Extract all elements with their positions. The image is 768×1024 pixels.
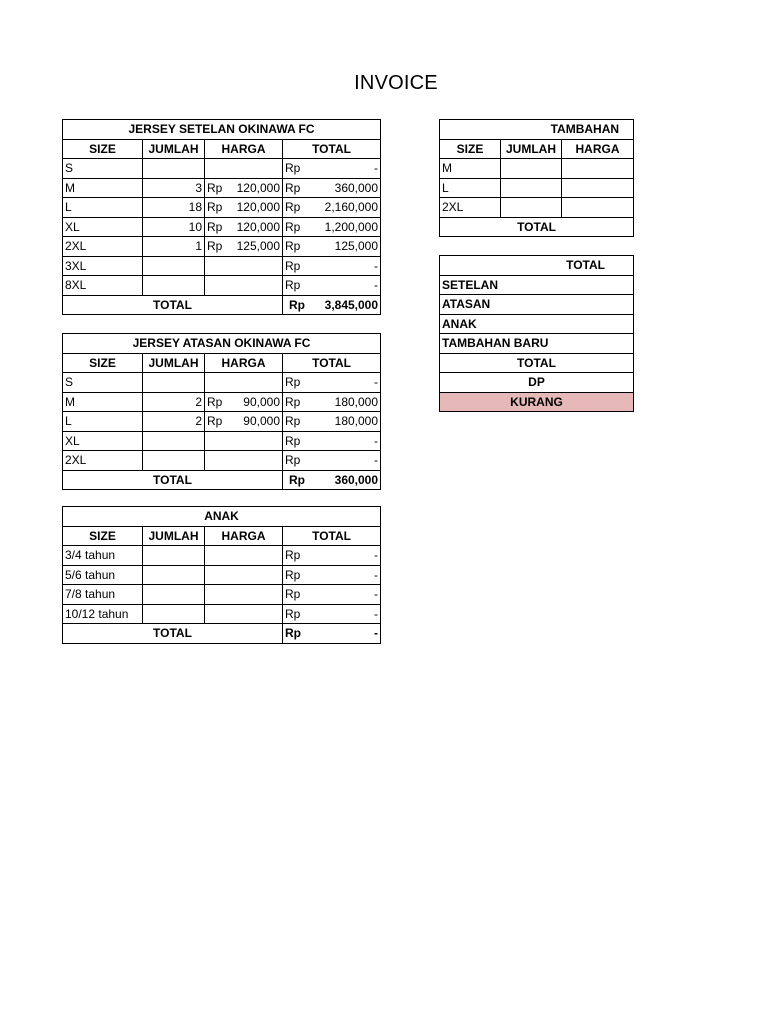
currency-label: Rp (285, 375, 301, 390)
table-row (63, 178, 381, 198)
total-value: - (374, 433, 379, 448)
col-size: SIZE (63, 526, 143, 546)
total-value: - (374, 278, 379, 293)
total-cell (283, 178, 381, 198)
table-header-row (63, 353, 381, 373)
total-label: TOTAL (63, 470, 283, 490)
invoice-title: INVOICE (354, 72, 438, 94)
size-cell: M (63, 178, 143, 198)
size-cell: 2XL (63, 237, 143, 257)
total-row (63, 624, 381, 644)
size-cell: 8XL (63, 276, 143, 296)
col-total: TOTAL (283, 353, 381, 373)
total-cell (283, 565, 381, 585)
jumlah-cell (143, 373, 205, 393)
currency-label: Rp (285, 606, 301, 621)
col-harga: HARGA (205, 139, 283, 159)
harga-cell (205, 276, 283, 296)
summary-row (440, 314, 634, 334)
harga-cell (205, 159, 283, 179)
grand-total-cell (283, 295, 381, 315)
currency-label: Rp (207, 239, 223, 254)
currency-label: Rp (285, 239, 301, 254)
col-harga: HARGA (205, 353, 283, 373)
size-cell: 2XL (63, 451, 143, 471)
harga-cell (205, 431, 283, 451)
jumlah-cell (143, 276, 205, 296)
summary-atasan-label: ATASAN (440, 295, 634, 315)
total-cell (283, 412, 381, 432)
size-cell: S (63, 159, 143, 179)
currency-label: Rp (207, 414, 223, 429)
col-total: TOTAL (283, 526, 381, 546)
jumlah-cell (143, 431, 205, 451)
summary-row (440, 334, 634, 354)
table-row (63, 373, 381, 393)
currency-label: Rp (289, 297, 305, 312)
table-header-row (63, 139, 381, 159)
currency-label: Rp (285, 219, 301, 234)
size-cell: L (63, 198, 143, 218)
harga-value: 120,000 (236, 200, 280, 215)
jumlah-cell: 3 (143, 178, 205, 198)
total-cell (283, 159, 381, 179)
col-harga: HARGA (562, 139, 634, 159)
harga-cell (562, 159, 634, 179)
total-cell (283, 546, 381, 566)
jumlah-cell (143, 604, 205, 624)
currency-label: Rp (285, 453, 301, 468)
atasan-table (62, 333, 381, 490)
total-value: - (374, 587, 379, 602)
currency-label: Rp (285, 180, 301, 195)
table-row (63, 412, 381, 432)
col-harga: HARGA (205, 526, 283, 546)
harga-value: 90,000 (243, 394, 280, 409)
table-row (63, 217, 381, 237)
harga-cell (562, 198, 634, 218)
summary-row (440, 295, 634, 315)
col-total: TOTAL (283, 139, 381, 159)
grand-total-value: 3,845,000 (324, 297, 379, 312)
tambahan-heading: TAMBAHAN (440, 120, 634, 140)
summary-setelan-label: SETELAN (440, 275, 634, 295)
total-value: - (374, 161, 379, 176)
harga-cell (205, 604, 283, 624)
total-value: 360,000 (334, 180, 379, 195)
size-cell: M (63, 392, 143, 412)
jumlah-cell (501, 198, 562, 218)
summary-total-row (440, 353, 634, 373)
total-row (63, 470, 381, 490)
total-value: 125,000 (334, 239, 379, 254)
table-row (63, 451, 381, 471)
total-cell (283, 256, 381, 276)
currency-label: Rp (285, 587, 301, 602)
col-size: SIZE (63, 353, 143, 373)
anak-table (62, 506, 381, 644)
table-row (63, 256, 381, 276)
currency-label: Rp (285, 414, 301, 429)
table-row (63, 604, 381, 624)
table-row (63, 159, 381, 179)
total-value: 2,160,000 (324, 200, 379, 215)
summary-total-label: TOTAL (440, 353, 634, 373)
size-cell: M (440, 159, 501, 179)
currency-label: Rp (285, 258, 301, 273)
col-size: SIZE (63, 139, 143, 159)
table-row (440, 178, 634, 198)
harga-value: 125,000 (236, 239, 280, 254)
harga-cell (205, 256, 283, 276)
total-label: TOTAL (440, 217, 634, 237)
size-cell: XL (63, 431, 143, 451)
col-jumlah: JUMLAH (143, 139, 205, 159)
anak-heading: ANAK (63, 507, 381, 527)
size-cell: L (440, 178, 501, 198)
size-cell: 3XL (63, 256, 143, 276)
total-value: - (374, 375, 379, 390)
summary-table (439, 255, 634, 412)
size-cell: 2XL (440, 198, 501, 218)
jumlah-cell (143, 451, 205, 471)
total-label: TOTAL (63, 624, 283, 644)
grand-total-value: - (374, 626, 379, 641)
total-cell (283, 217, 381, 237)
total-value: 180,000 (334, 414, 379, 429)
summary-row (440, 275, 634, 295)
total-value: 1,200,000 (324, 219, 379, 234)
total-row (63, 295, 381, 315)
table-row (63, 585, 381, 605)
harga-cell (205, 373, 283, 393)
size-cell: 3/4 tahun (63, 546, 143, 566)
setelan-heading: JERSEY SETELAN OKINAWA FC (63, 120, 381, 140)
harga-cell (205, 198, 283, 218)
jumlah-cell (143, 585, 205, 605)
table-row (63, 546, 381, 566)
total-cell (283, 276, 381, 296)
table-row (440, 198, 634, 218)
summary-kurang-row (440, 392, 634, 412)
table-row (63, 392, 381, 412)
total-cell (283, 373, 381, 393)
size-cell: 5/6 tahun (63, 565, 143, 585)
harga-cell (205, 392, 283, 412)
harga-cell (205, 565, 283, 585)
table-row (63, 431, 381, 451)
jumlah-cell: 2 (143, 412, 205, 432)
col-jumlah: JUMLAH (143, 353, 205, 373)
total-cell (283, 585, 381, 605)
tambahan-table (439, 119, 634, 237)
col-size: SIZE (440, 139, 501, 159)
table-header-row (440, 139, 634, 159)
summary-dp-row (440, 373, 634, 393)
total-value: - (374, 548, 379, 563)
harga-value: 120,000 (236, 219, 280, 234)
currency-label: Rp (207, 219, 223, 234)
total-value: 180,000 (334, 394, 379, 409)
col-jumlah: JUMLAH (501, 139, 562, 159)
currency-label: Rp (207, 180, 223, 195)
currency-label: Rp (285, 278, 301, 293)
col-jumlah: JUMLAH (143, 526, 205, 546)
size-cell: 7/8 tahun (63, 585, 143, 605)
summary-heading: TOTAL (440, 256, 634, 276)
currency-label: Rp (285, 433, 301, 448)
harga-cell (562, 178, 634, 198)
total-cell (283, 237, 381, 257)
jumlah-cell: 10 (143, 217, 205, 237)
harga-cell (205, 585, 283, 605)
total-cell (283, 198, 381, 218)
jumlah-cell: 1 (143, 237, 205, 257)
harga-cell (205, 546, 283, 566)
jumlah-cell (501, 178, 562, 198)
harga-cell (205, 412, 283, 432)
total-cell (283, 431, 381, 451)
total-cell (283, 451, 381, 471)
size-cell: S (63, 373, 143, 393)
summary-tambahan-baru-label: TAMBAHAN BARU (440, 334, 634, 354)
total-cell (283, 604, 381, 624)
total-value: - (374, 453, 379, 468)
total-value: - (374, 258, 379, 273)
table-row (63, 198, 381, 218)
jumlah-cell: 18 (143, 198, 205, 218)
atasan-heading: JERSEY ATASAN OKINAWA FC (63, 334, 381, 354)
total-cell (283, 392, 381, 412)
total-value: - (374, 567, 379, 582)
jumlah-cell: 2 (143, 392, 205, 412)
harga-cell (205, 451, 283, 471)
jumlah-cell (143, 546, 205, 566)
currency-label: Rp (285, 200, 301, 215)
harga-value: 120,000 (236, 180, 280, 195)
table-header-row (63, 526, 381, 546)
table-row (63, 276, 381, 296)
currency-label: Rp (207, 200, 223, 215)
currency-label: Rp (207, 394, 223, 409)
total-value: - (374, 606, 379, 621)
grand-total-cell (283, 470, 381, 490)
size-cell: 10/12 tahun (63, 604, 143, 624)
harga-cell (205, 237, 283, 257)
harga-cell (205, 178, 283, 198)
currency-label: Rp (285, 394, 301, 409)
jumlah-cell (143, 256, 205, 276)
total-label: TOTAL (63, 295, 283, 315)
harga-value: 90,000 (243, 414, 280, 429)
jumlah-cell (143, 159, 205, 179)
summary-kurang-label: KURANG (440, 392, 634, 412)
table-row (63, 237, 381, 257)
grand-total-value: 360,000 (334, 472, 379, 487)
jumlah-cell (501, 159, 562, 179)
grand-total-cell (283, 624, 381, 644)
currency-label: Rp (285, 626, 301, 641)
jumlah-cell (143, 565, 205, 585)
currency-label: Rp (285, 161, 301, 176)
size-cell: XL (63, 217, 143, 237)
table-row (440, 159, 634, 179)
size-cell: L (63, 412, 143, 432)
currency-label: Rp (289, 472, 305, 487)
currency-label: Rp (285, 567, 301, 582)
currency-label: Rp (285, 548, 301, 563)
setelan-table (62, 119, 381, 315)
table-row (63, 565, 381, 585)
total-row (440, 217, 634, 237)
summary-anak-label: ANAK (440, 314, 634, 334)
summary-dp-label: DP (440, 373, 634, 393)
harga-cell (205, 217, 283, 237)
